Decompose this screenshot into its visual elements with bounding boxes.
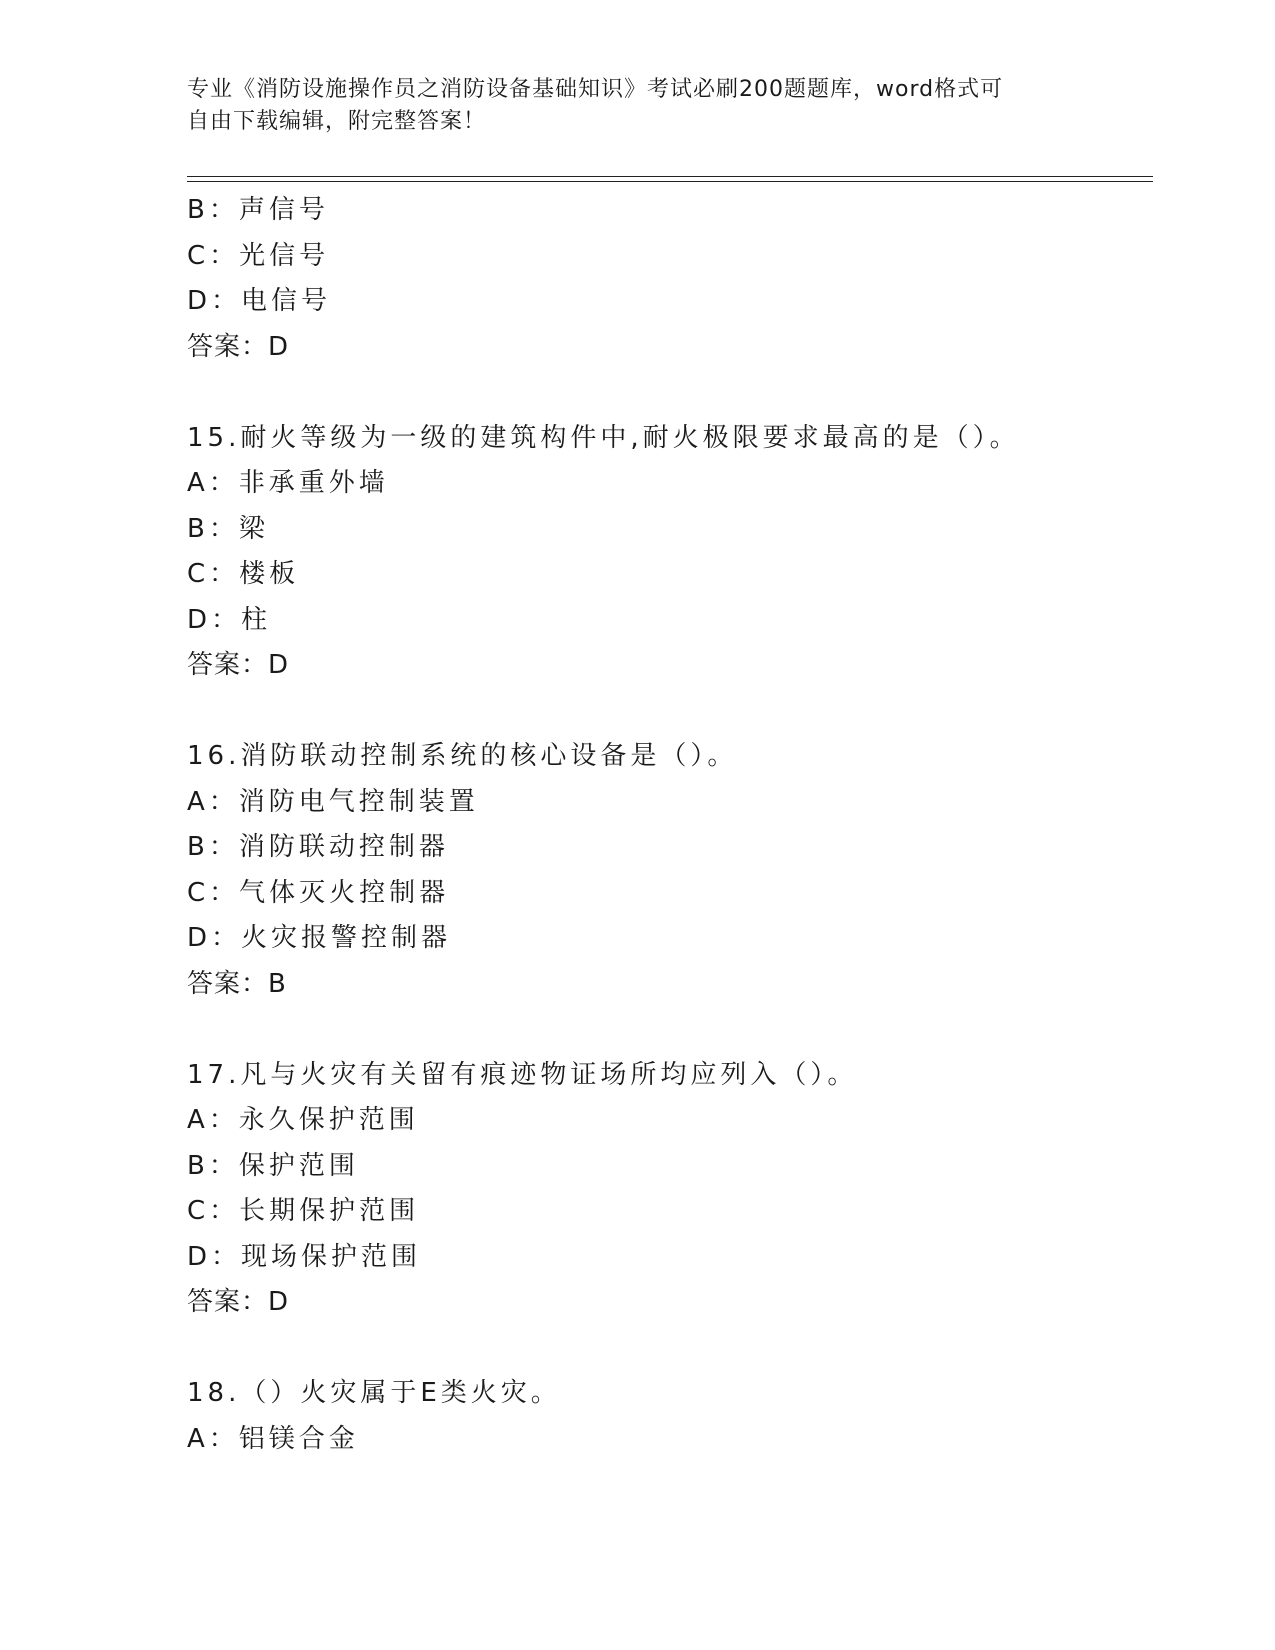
spacer	[187, 370, 1147, 416]
option-a: A：永久保护范围	[187, 1105, 419, 1135]
question-block-17	[187, 1053, 1147, 1326]
answer-line: 答案：D	[187, 1287, 290, 1317]
option-b: B：消防联动控制器	[187, 832, 449, 862]
question-text: 15.耐火等级为一级的建筑构件中,耐火极限要求最高的是（）。	[187, 422, 1020, 453]
option-a: A：非承重外墙	[187, 468, 389, 498]
answer-line: 答案：B	[187, 968, 287, 999]
option-c: C：长期保护范围	[187, 1196, 420, 1226]
option-a: A：消防电气控制装置	[187, 786, 479, 817]
question-text: 17.凡与火灾有关留有痕迹物证场所均应列入（）。	[187, 1059, 858, 1090]
question-block-15	[187, 416, 1147, 689]
question-text: 18.（）火灾属于E类火灾。	[187, 1378, 561, 1408]
answer-line: 答案：D	[187, 650, 290, 680]
question-block-18	[187, 1371, 1147, 1462]
option-c: C：光信号	[187, 240, 330, 271]
option-c: C：楼板	[187, 559, 300, 589]
spacer	[187, 1326, 1147, 1372]
question-block-14	[187, 188, 1147, 370]
option-b: B：梁	[187, 513, 269, 544]
option-a: A：铝镁合金	[187, 1423, 359, 1454]
option-b: B：保护范围	[187, 1150, 359, 1181]
option-c: C：气体灭火控制器	[187, 877, 450, 908]
document-header	[187, 74, 1067, 138]
question-text: 16.消防联动控制系统的核心设备是（）。	[187, 741, 738, 771]
header-title-line-2: 自由下载编辑，附完整答案！	[187, 109, 487, 134]
option-d: D：火灾报警控制器	[187, 923, 452, 953]
option-d: D：柱	[187, 604, 272, 635]
spacer	[187, 1007, 1147, 1053]
question-list	[187, 188, 1147, 1462]
option-d: D：现场保护范围	[187, 1241, 422, 1272]
question-block-16	[187, 734, 1147, 1007]
option-b: B：声信号	[187, 195, 329, 225]
header-divider-top	[187, 176, 1153, 177]
header-divider-bottom	[187, 181, 1153, 182]
answer-line: 答案：D	[187, 331, 290, 362]
option-d: D：电信号	[187, 286, 332, 316]
spacer	[187, 689, 1147, 735]
header-title-line-1: 专业《消防设施操作员之消防设备基础知识》考试必刷200题题库，word格式可	[187, 77, 1004, 102]
